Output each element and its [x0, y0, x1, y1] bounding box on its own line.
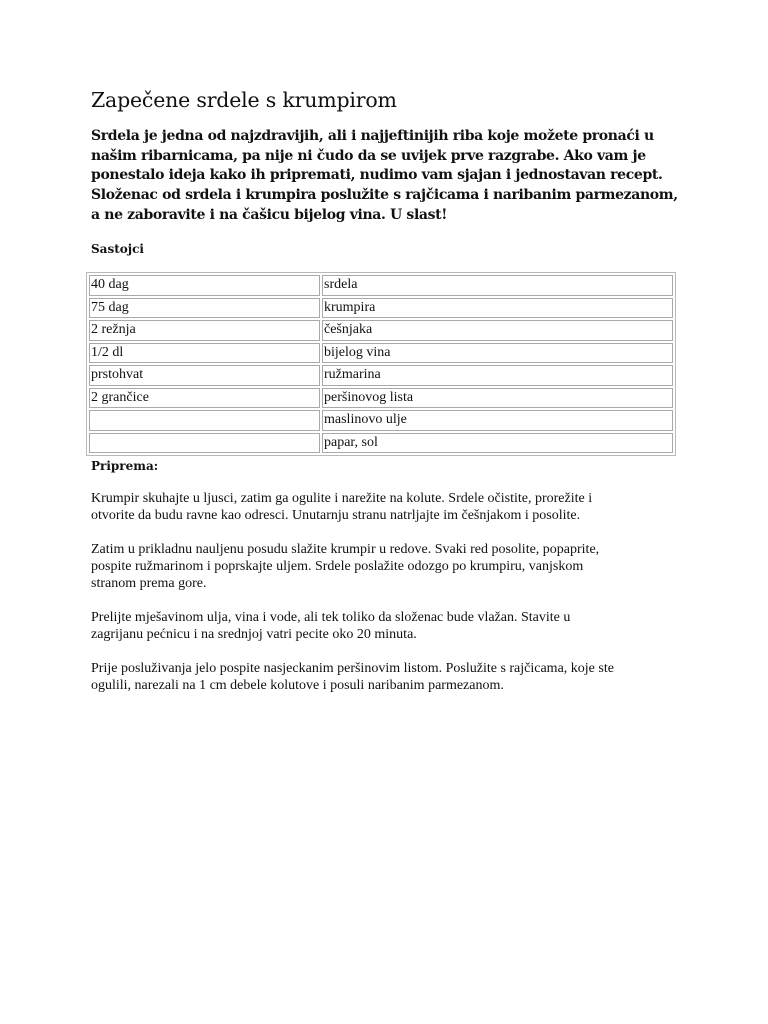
step-line: ogulili, narezali na 1 cm debele kolutove i posuli naribanim parmezanom.: [91, 678, 504, 693]
intro-paragraph: [91, 127, 681, 226]
ingredient-quantity: 75 dag: [89, 298, 320, 319]
recipe-title: Zapečene srdele s krumpirom: [91, 88, 397, 112]
intro-line: Srdela je jedna od najzdravijih, ali i najjeftinijih riba koje možete pronaći u: [91, 128, 654, 144]
ingredients-heading: Sastojci: [91, 241, 144, 256]
ingredient-item: peršinovog lista: [322, 388, 673, 409]
step-line: Prelijte mješavinom ulja, vina i vode, ali tek toliko da složenac bude vlažan. Stavite u: [91, 610, 571, 625]
step-paragraph: [91, 541, 681, 592]
preparation-heading: Priprema:: [91, 459, 159, 473]
step-line: otvorite da budu ravne kao odresci. Unutarnju stranu natrljajte im češnjakom i posolite.: [91, 508, 581, 523]
step-line: zagrijanu pećnicu i na srednjoj vatri pecite oko 20 minuta.: [91, 627, 417, 642]
ingredient-item: bijelog vina: [322, 343, 673, 364]
table-row: [89, 410, 673, 431]
ingredient-quantity: 1/2 dl: [89, 343, 320, 364]
recipe-page: [91, 86, 681, 693]
step-line: stranom prema gore.: [91, 576, 207, 591]
step-line: Zatim u prikladnu nauljenu posudu slažite krumpir u redove. Svaki red posolite, popaprite,: [91, 542, 600, 557]
step-line: pospite ružmarinom i poprskajte uljem. Srdele poslažite odozgo po krumpiru, vanjskom: [91, 559, 584, 574]
table-row: [89, 343, 673, 364]
intro-line: našim ribarnicama, pa nije ni čudo da se uvijek prve razgrabe. Ako vam je: [91, 147, 646, 164]
ingredient-item: srdela: [322, 275, 673, 296]
ingredient-item: papar, sol: [322, 433, 673, 454]
step-paragraph: [91, 660, 681, 694]
step-paragraph: [91, 609, 681, 643]
table-row: [89, 388, 673, 409]
ingredient-item: maslinovo ulje: [322, 410, 673, 431]
ingredient-item: krumpira: [322, 298, 673, 319]
ingredient-quantity: 2 režnja: [89, 320, 320, 341]
ingredient-quantity: [89, 410, 320, 431]
table-row: [89, 275, 673, 296]
ingredient-quantity: 2 grančice: [89, 388, 320, 409]
ingredient-quantity: prstohvat: [89, 365, 320, 386]
step-line: Prije posluživanja jelo pospite nasjeckanim peršinovim listom. Poslužite s rajčicama, koje ste: [91, 661, 614, 676]
step-line: Krumpir skuhajte u ljusci, zatim ga ogulite i narežite na kolute. Srdele očistite, prorežite i: [91, 491, 593, 506]
ingredients-table: [86, 272, 676, 456]
table-row: [89, 298, 673, 319]
table-row: [89, 320, 673, 341]
preparation-steps: [91, 490, 681, 711]
intro-line: ponestalo ideja kako ih pripremati, nudimo vam sjajan i jednostavan recept.: [91, 167, 663, 184]
intro-line: Složenac od srdela i krumpira poslužite s rajčicama i naribanim parmezanom,: [91, 187, 678, 204]
ingredient-item: češnjaka: [322, 320, 673, 341]
ingredient-quantity: [89, 433, 320, 454]
intro-line: a ne zaboravite i na čašicu bijelog vina. U slast!: [91, 206, 448, 223]
table-row: [89, 365, 673, 386]
ingredient-quantity: 40 dag: [89, 275, 320, 296]
ingredient-item: ružmarina: [322, 365, 673, 386]
table-row: [89, 433, 673, 454]
step-paragraph: [91, 490, 681, 524]
